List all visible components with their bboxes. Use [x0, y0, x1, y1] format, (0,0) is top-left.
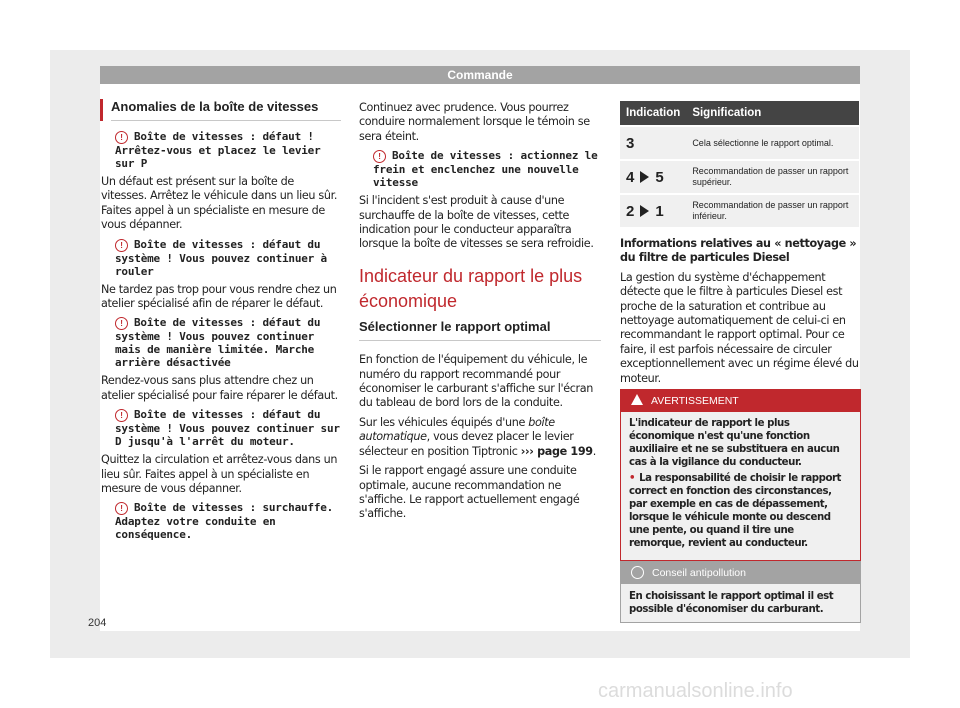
- section-title: Indicateur du rapport le plus économique: [359, 265, 583, 311]
- fault-body-1: Un défaut est présent sur la boîte de vitesses. Arrêtez le véhicule dans un lieu sûr. Faites appel à un spécialiste en mesure de vous dépanner.: [101, 175, 338, 232]
- middle-p3: Si le rapport engagé assure une conduite optimale, aucune recommandation ne s'affiche. Le rapport actuellement engagé s'affiche.: [359, 464, 580, 521]
- gearbox-brake-title: ! Boîte de vitesses : actionnez le frein et enclenchez une nouvelle vitesse: [373, 149, 598, 190]
- right-column: [620, 237, 860, 391]
- middle-intro: Continuez avec prudence. Vous pourrez conduire normalement lorsque le témoin se sera éteint.: [359, 101, 590, 143]
- fault-title-3: ! Boîte de vitesses : défaut du système ! Vous pouvez continuer mais de manière limitée. Marche arrière désactivée: [115, 316, 321, 370]
- fault-body-3: Rendez-vous sans plus attendre chez un atelier spécialisé pour faire réparer le défaut.: [101, 374, 338, 402]
- warning-p2: • La responsabilité de choisir le rapport correct en fonction des circonstances, par exemple en cas de dépassement, lorsque le véhicule monte ou descend une pente, ou quand il tire une remorque, revient au conducteur.: [629, 473, 841, 549]
- gearbox-brake-body: Si l'incident s'est produit à cause d'une surchauffe de la boîte de vitesses, cette indication pour le conducteur apparaîtra lorsque la boîte de vitesses se sera refroidie.: [359, 194, 594, 251]
- leaf-icon: [631, 566, 644, 579]
- left-column: [101, 130, 341, 546]
- warning-body: [621, 412, 860, 560]
- fault-title-5: ! Boîte de vitesses : surchauffe. Adaptez votre conduite en conséquence.: [115, 501, 334, 542]
- fault-icon: !: [115, 239, 128, 252]
- gear-meaning: Recommandation de passer un rapport inférieur.: [686, 194, 859, 227]
- dpf-body: La gestion du système d'échappement détecte que le filtre à particules Diesel est proche de la saturation et contribue au nettoyage automatiquement de celui-ci en recommandant le rapport optimal. Pour ce faire, il est parfois nécessaire de circuler exceptionnellement avec un régime élevé du moteur.: [620, 270, 859, 385]
- middle-p1: En fonction de l'équipement du véhicule, le numéro du rapport recommandé pour économiser le carburant s'affiche sur l'écran du tableau de bord lors de la conduite.: [359, 353, 594, 410]
- warning-box: [620, 389, 861, 561]
- table-row: [620, 194, 859, 227]
- middle-p2: Sur les véhicules équipés d'une boîte automatique, vous devez placer le levier sélecteur en position Tiptronic ››› page 199.: [359, 415, 596, 458]
- middle-column: [359, 101, 601, 527]
- indication-table: [620, 101, 859, 227]
- warning-p1: L'indicateur de rapport le plus économique n'est qu'une fonction auxiliaire et ne se substituera en aucun cas à la vigilance du conducteur.: [629, 418, 840, 468]
- watermark: carmanualsonline.info: [598, 680, 793, 702]
- fault-title-1: ! Boîte de vitesses : défaut ! Arrêtez-vous et placez le levier sur P: [115, 130, 321, 170]
- gear-meaning: Recommandation de passer un rapport supérieur.: [686, 160, 859, 194]
- warning-header: AVERTISSEMENT: [621, 390, 860, 412]
- fault-icon: !: [115, 317, 128, 330]
- gear-indication: 4 5: [620, 160, 686, 194]
- dpf-heading: Informations relatives au « nettoyage » du filtre de particules Diesel: [620, 237, 857, 265]
- arrow-right-icon: [640, 171, 649, 183]
- table-header-signification: Signification: [686, 101, 859, 126]
- section-header-band: Commande: [100, 66, 860, 84]
- table-row: [620, 160, 859, 194]
- eco-header: Conseil antipollution: [621, 562, 860, 584]
- fault-title-4: ! Boîte de vitesses : défaut du système ! Vous pouvez continuer sur D jusqu'à l'arrêt du moteur.: [115, 408, 340, 449]
- table-row: [620, 126, 859, 160]
- gear-indication: 3: [620, 126, 686, 160]
- gear-indication: 2 1: [620, 194, 686, 227]
- bullet-icon: •: [629, 473, 636, 484]
- fault-icon: !: [115, 409, 128, 422]
- fault-icon: !: [115, 502, 128, 515]
- page-number: 204: [88, 617, 107, 629]
- eco-tip-box: [620, 561, 861, 623]
- warning-triangle-icon: [631, 394, 643, 405]
- arrow-right-icon: [640, 205, 649, 217]
- table-header-indication: Indication: [620, 101, 686, 126]
- fault-title-2: ! Boîte de vitesses : défaut du système ! Vous pouvez continuer à rouler: [115, 237, 327, 278]
- left-heading: Anomalies de la boîte de vitesses: [100, 99, 341, 121]
- eco-body: En choisissant le rapport optimal il est possible d'économiser du carburant.: [629, 591, 834, 615]
- gear-meaning: Cela sélectionne le rapport optimal.: [686, 126, 859, 160]
- page-link[interactable]: ››› page 199: [520, 444, 593, 458]
- subheading: Sélectionner le rapport optimal: [359, 320, 601, 341]
- fault-body-4: Quittez la circulation et arrêtez-vous dans un lieu sûr. Faites appel à un spécialiste en mesure de vous dépanner.: [101, 453, 338, 496]
- fault-icon: !: [373, 150, 386, 163]
- fault-body-2: Ne tardez pas trop pour vous rendre chez un atelier spécialisé afin de réparer le défaut.: [101, 282, 337, 311]
- fault-icon: !: [115, 131, 128, 144]
